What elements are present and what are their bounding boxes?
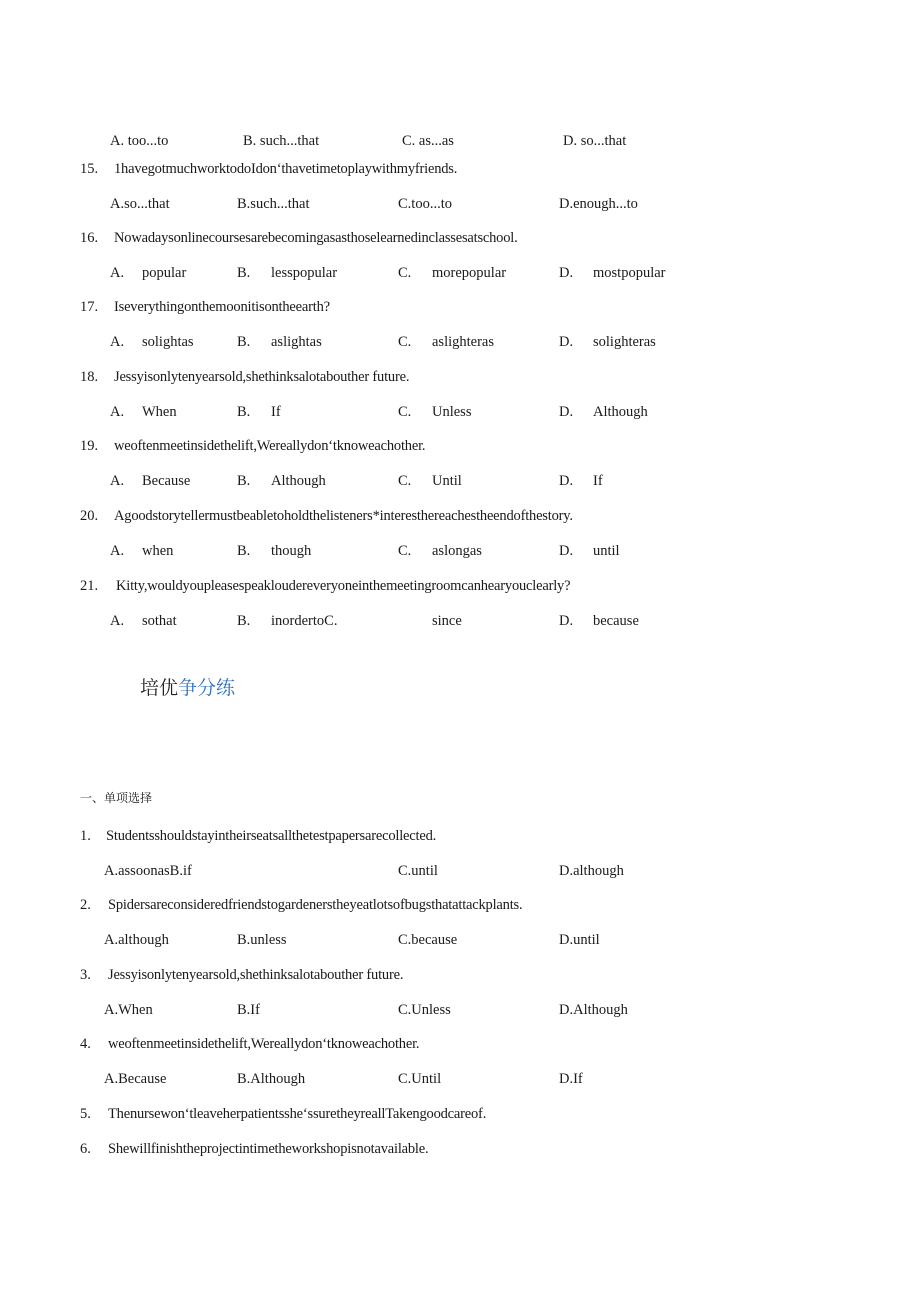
option-letter: D. <box>559 404 574 420</box>
question-number: 2. <box>80 897 91 913</box>
option-letter: C. <box>398 265 412 281</box>
option-d: D.If <box>559 1071 583 1087</box>
question-text: weoftenmeetinsidethelift,Wereallydon‘tknoweachother. <box>114 438 426 454</box>
option-letter: B. <box>237 543 251 559</box>
option-letter: D. <box>559 265 574 281</box>
option-text: If <box>593 473 603 489</box>
option-letter: A. <box>110 543 125 559</box>
question-number: 19. <box>80 438 99 454</box>
question-text: Kitty,wouldyoupleasespeakloudereveryoneinthemeetingroomcanhearyouclearly? <box>116 578 571 594</box>
option-text: If <box>271 404 281 420</box>
heading-black: 培优 <box>140 677 179 699</box>
question-number: 5. <box>80 1106 91 1122</box>
option-text: Although <box>593 404 648 420</box>
option-letter: D. <box>559 334 574 350</box>
question-number: 3. <box>80 967 91 983</box>
option-text: inordertoC. <box>271 613 338 629</box>
option-d: D.Although <box>559 1002 628 1018</box>
question-number: 6. <box>80 1141 91 1157</box>
question-text: Shewillfinishtheprojectintimetheworkshopisnotavailable. <box>108 1141 429 1157</box>
option-text: Until <box>432 473 462 489</box>
option-d: D. so...that <box>563 133 627 149</box>
option-a: A.although <box>104 932 169 948</box>
option-text: aslongas <box>432 543 482 559</box>
option-c: C.because <box>398 932 458 948</box>
option-letter: C. <box>398 404 412 420</box>
option-text: until <box>593 543 620 559</box>
question-number: 17. <box>80 299 99 315</box>
question-number: 21. <box>80 578 99 594</box>
question-text: Nowadaysonlinecoursesarebecomingasasthoselearnedinclassesatschool. <box>114 230 518 246</box>
option-text: Although <box>271 473 326 489</box>
option-letter: C. <box>398 473 412 489</box>
option-letter: C. <box>398 543 412 559</box>
option-text: Unless <box>432 404 472 420</box>
option-d: D.enough...to <box>559 196 638 212</box>
option-text: popular <box>142 265 187 281</box>
option-text: because <box>593 613 639 629</box>
option-letter: B. <box>237 473 251 489</box>
section-heading <box>140 676 235 700</box>
option-text: when <box>142 543 174 559</box>
option-b: B.such...that <box>237 196 310 212</box>
option-a: A.When <box>104 1002 153 1018</box>
option-text: morepopular <box>432 265 507 281</box>
question-number: 4. <box>80 1036 91 1052</box>
option-letter: D. <box>559 543 574 559</box>
option-text: mostpopular <box>593 265 666 281</box>
question-number: 16. <box>80 230 99 246</box>
option-text: sothat <box>142 613 177 629</box>
option-letter: B. <box>237 265 251 281</box>
option-c: C.until <box>398 863 438 879</box>
option-text: though <box>271 543 312 559</box>
question-text: Spidersareconsideredfriendstogardenerstheyeatlotsofbugsthatattackplants. <box>108 897 523 913</box>
option-a: A.so...that <box>110 196 170 212</box>
option-letter: C. <box>398 334 412 350</box>
question-text: Studentsshouldstayintheirseatsallthetestpapersarecollected. <box>106 828 437 844</box>
option-letter: A. <box>110 265 125 281</box>
question-text: Jessyisonlytenyearsold,shethinksalotabouther future. <box>114 369 410 385</box>
question-number: 18. <box>80 369 99 385</box>
option-text: since <box>432 613 462 629</box>
question-number: 1. <box>80 828 91 844</box>
option-d: D.although <box>559 863 624 879</box>
section-title: 一、单项选择 <box>80 791 153 805</box>
option-letter: A. <box>110 334 125 350</box>
question-text: Agoodstorytellermustbeabletoholdthelisteners*interesthereachestheendofthestory. <box>114 508 573 524</box>
option-letter: D. <box>559 613 574 629</box>
option-a: A. too...to <box>110 133 169 149</box>
option-letter: A. <box>110 404 125 420</box>
option-letter: B. <box>237 334 251 350</box>
question-text: weoftenmeetinsidethelift,Wereallydon‘tknoweachother. <box>108 1036 420 1052</box>
option-text: Because <box>142 473 191 489</box>
option-b: B. such...that <box>243 133 320 149</box>
option-text: solighteras <box>593 334 656 350</box>
option-letter: B. <box>237 404 251 420</box>
option-ab: A.assoonasB.if <box>104 863 192 879</box>
option-b: B.Although <box>237 1071 306 1087</box>
option-letter: D. <box>559 473 574 489</box>
heading-blue: 争分练 <box>178 677 236 699</box>
option-c: C.Until <box>398 1071 442 1087</box>
option-c: C. as...as <box>402 133 454 149</box>
question-text: Jessyisonlytenyearsold,shethinksalotabouther future. <box>108 967 404 983</box>
question-number: 15. <box>80 161 99 177</box>
option-c: C.Unless <box>398 1002 451 1018</box>
option-b: B.If <box>237 1002 260 1018</box>
option-letter: B. <box>237 613 251 629</box>
option-a: A.Because <box>104 1071 167 1087</box>
option-b: B.unless <box>237 932 287 948</box>
option-text: lesspopular <box>271 265 338 281</box>
option-letter: A. <box>110 473 125 489</box>
option-text: solightas <box>142 334 194 350</box>
option-d: D.until <box>559 932 600 948</box>
option-text: aslighteras <box>432 334 495 350</box>
option-c: C.too...to <box>398 196 452 212</box>
option-letter: A. <box>110 613 125 629</box>
question-text: 1havegotmuchworktodoIdon‘thavetimetoplaywithmyfriends. <box>114 161 458 177</box>
question-number: 20. <box>80 508 99 524</box>
option-text: When <box>142 404 177 420</box>
question-text: Thenursewon‘tleaveherpatientsshe‘ssuretheyreallTakengoodcareof. <box>108 1106 487 1122</box>
option-text: aslightas <box>271 334 322 350</box>
question-text: Iseverythingonthemoonitisontheearth? <box>114 299 330 315</box>
